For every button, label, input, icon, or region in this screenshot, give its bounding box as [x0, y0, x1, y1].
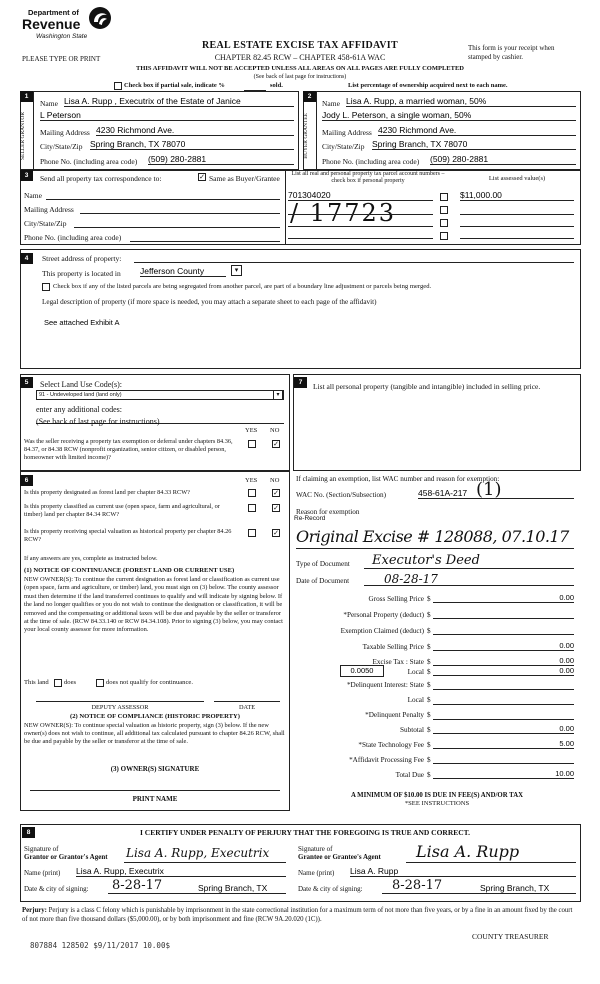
- seller-side-label-wrap: [20, 103, 33, 169]
- land-use-dropdown-button[interactable]: [273, 390, 283, 400]
- perjury-text: Perjury is a class C felony which is punishable by imprisonment in the state correctional institution for a maximum term of not more than five years, or by a fine in an amount fixed by the court of not more than five thousand dollars ($5,000.00), or by both imprisonment and fine (RCW 9A.20.020 (1C)).: [22, 907, 573, 923]
- agency-line1: Department of: [28, 8, 79, 17]
- corr-city-label: City/State/Zip: [24, 219, 67, 228]
- county-treasurer: COUNTY TREASURER: [472, 932, 549, 941]
- tech-fee-label: *State Technology Fee: [358, 741, 424, 749]
- doc-type-handwritten: Executor's Deed: [372, 553, 480, 568]
- personal-property-text: List all personal property (tangible and intangible) included in selling price.: [313, 382, 541, 391]
- exemption-claim-label: If claiming an exemption, list WAC number and reason for exemption:: [296, 475, 500, 483]
- form-chapters: CHAPTER 82.45 RCW – CHAPTER 458-61A WAC: [214, 53, 386, 62]
- buyer-name-line1[interactable]: Lisa A. Rupp, a married woman, 50%: [346, 96, 576, 107]
- personal-prop-checkbox-4[interactable]: [440, 232, 448, 240]
- land-use-yes-header: YES: [245, 427, 258, 434]
- notice1-text: NEW OWNER(S): To continue the current designation as forest land or classification as current use (open space, farm and agriculture, or timber) land, you must sign on (3) below. The county assessor must then determine if the land transferred continues to qualify and will indicate by signing below. If the land no longer qualifies or you do not wish to continue the designation or classification, it will be removed and the compensating or additional taxes will be due and payable by the seller or transferor at the time of sale. (RCW 84.33.140 or RCW 84.34.108). Prior to signing (3) below, you may contact your local county assessor for more information.: [24, 576, 283, 634]
- same-as-buyer-checkbox[interactable]: ✓: [199, 173, 205, 181]
- section-3-number: 3: [20, 170, 33, 181]
- buyer-mailing[interactable]: 4230 Richmond Ave.: [378, 125, 576, 136]
- corr-name-label: Name: [24, 191, 42, 200]
- deputy-assessor-line[interactable]: [36, 701, 204, 702]
- delinq-local-value[interactable]: [433, 704, 574, 705]
- grantor-signature: Lisa A. Rupp, Executrix: [126, 846, 270, 860]
- chevron-down-icon: ▾: [234, 266, 239, 274]
- agency-line2: Revenue: [22, 16, 81, 32]
- land-does-label: does: [64, 679, 77, 686]
- notice2-title: (2) NOTICE OF COMPLIANCE (HISTORIC PROPERTY): [70, 713, 240, 720]
- partial-sale-checkbox[interactable]: [114, 82, 122, 90]
- grantee-date-label: Date & city of signing:: [298, 885, 363, 893]
- grantee-sig-label1: Signature of: [298, 845, 333, 853]
- land-does-not-checkbox[interactable]: [96, 679, 104, 687]
- owner-signature-label: (3) OWNER(S) SIGNATURE: [110, 765, 200, 773]
- grantee-date-line[interactable]: [382, 893, 576, 894]
- personal-prop-checkbox-3[interactable]: [440, 219, 448, 227]
- exempt-label: Exemption Claimed (deduct): [340, 627, 424, 635]
- gross-dollar: $: [427, 595, 431, 603]
- reason-line[interactable]: [296, 548, 574, 549]
- seller-phone-label: Phone No. (including area code): [40, 157, 138, 166]
- personal-prop-checkbox-1[interactable]: [440, 193, 448, 201]
- forest-q1: Is this property designated as forest land per chapter 84.33 RCW?: [24, 489, 190, 496]
- exemption-question: Was the seller receiving a property tax exemption or deferral under chapters 84.36, 84.37, or 84.38 RCW (nonprofit organization, senior citizen, or disabled person, homeowner with limited income)?: [24, 438, 233, 461]
- exemption-yes-checkbox[interactable]: [248, 440, 256, 448]
- delinq-penalty-label: *Delinquent Penalty: [365, 711, 424, 719]
- seller-name-label: Name: [40, 99, 58, 108]
- buyer-name-label: Name: [322, 99, 340, 108]
- forest-q3: Is this property receiving special valuation as historical property per chapter 84.26 RCW?: [24, 528, 232, 543]
- forest-q3-yes[interactable]: [248, 529, 256, 537]
- taxable-dollar: $: [427, 643, 431, 651]
- forest-yes-header: YES: [245, 477, 258, 484]
- assessed-2[interactable]: [460, 214, 574, 215]
- assessed-1[interactable]: $11,000.00: [460, 190, 574, 201]
- grantee-city: Spring Branch, TX: [480, 883, 550, 893]
- land-use-label: Select Land Use Code(s):: [40, 380, 122, 389]
- additional-codes-label: enter any additional codes:: [36, 405, 122, 414]
- forest-if-yes: If any answers are yes, complete as instructed below.: [24, 555, 158, 562]
- delinq-local-label: Local: [407, 696, 424, 704]
- assessed-4[interactable]: [460, 238, 574, 239]
- located-label: This property is located in: [42, 269, 121, 278]
- warning-line: THIS AFFIDAVIT WILL NOT BE ACCEPTED UNLESS ALL AREAS ON ALL PAGES ARE FULLY COMPLETED: [136, 65, 464, 72]
- forest-q1-no[interactable]: ✓: [273, 489, 279, 497]
- corr-name[interactable]: [46, 199, 280, 200]
- grantor-date: 8-28-17: [112, 878, 163, 893]
- local-rate-box[interactable]: 0.0050: [340, 665, 384, 677]
- grantee-sig-label2: Grantee or Grantee's Agent: [298, 853, 381, 861]
- parcel-header: List all real and personal property tax parcel account numbers – check box if personal property: [291, 171, 445, 184]
- delinq-state-label: *Delinquent Interest: State: [346, 681, 424, 689]
- grantee-signature-line[interactable]: [406, 862, 576, 863]
- this-land-label: This land: [24, 679, 49, 686]
- parcel-4[interactable]: [288, 238, 433, 239]
- excise-state-value[interactable]: 0.00: [433, 656, 574, 666]
- tech-fee-value[interactable]: 5.00: [433, 739, 574, 749]
- forest-q3-no[interactable]: ✓: [273, 529, 279, 537]
- delinq-state-value[interactable]: [433, 689, 574, 690]
- delinq-penalty-value[interactable]: [433, 719, 574, 720]
- gross-value[interactable]: 0.00: [433, 593, 574, 603]
- grantee-date: 8-28-17: [392, 878, 443, 893]
- street-address[interactable]: [134, 262, 574, 263]
- parcel-handwritten: / 17723: [290, 199, 397, 227]
- seller-city-label: City/State/Zip: [40, 142, 83, 151]
- subtotal-dollar: $: [427, 726, 431, 734]
- grantee-name-label: Name (print): [298, 869, 335, 877]
- deputy-assessor-label: DEPUTY ASSESSOR: [91, 704, 149, 711]
- local-dollar: $: [427, 668, 431, 676]
- buyer-divider: [316, 91, 317, 170]
- grantor-date-label: Date & city of signing:: [24, 885, 89, 893]
- wac-value[interactable]: 458-61A-217: [418, 488, 574, 499]
- doc-date-handwritten: 08-28-17: [384, 572, 438, 586]
- correspondence-divider: [285, 170, 286, 245]
- notice1-title: (1) NOTICE OF CONTINUANCE (FOREST LAND OR CURRENT USE): [24, 567, 235, 574]
- seller-side-label: SELLER GRANTOR: [20, 111, 26, 161]
- parcel-1[interactable]: 701304020: [288, 190, 433, 201]
- owner-signature-line[interactable]: [30, 790, 280, 791]
- see-instructions: *SEE INSTRUCTIONS: [404, 800, 470, 807]
- deputy-date-label: DATE: [238, 704, 256, 711]
- please-type: PLEASE TYPE OR PRINT: [22, 55, 101, 63]
- forest-q2-no[interactable]: ✓: [273, 504, 279, 512]
- local-label: Local: [407, 668, 424, 676]
- local-value[interactable]: 0.00: [433, 666, 574, 676]
- form-title: REAL ESTATE EXCISE TAX AFFIDAVIT: [202, 40, 398, 51]
- perjury-notice: [22, 906, 578, 924]
- affidavit-fee-label: *Affidavit Processing Fee: [349, 756, 424, 764]
- corr-mailing-label: Mailing Address: [24, 205, 74, 214]
- section-6-number: 6: [20, 475, 33, 486]
- correspondence-label: Send all property tax correspondence to:: [40, 174, 162, 183]
- chevron-down-icon: ▾: [276, 392, 280, 398]
- buyer-side-label-wrap: [303, 103, 316, 169]
- parcel-3[interactable]: [288, 226, 433, 227]
- doc-type-label: Type of Document: [296, 560, 350, 568]
- land-use-no-header: NO: [270, 427, 280, 434]
- same-as-buyer-label: Same as Buyer/Grantee: [209, 174, 280, 183]
- county-dropdown-button[interactable]: [231, 265, 242, 276]
- corr-mailing[interactable]: [80, 213, 280, 214]
- grantor-date-line[interactable]: [108, 893, 286, 894]
- legal-label: Legal description of property (if more space is needed, you may attach a separate sheet to each page of the affidavit): [42, 298, 377, 306]
- minimum-note: A MINIMUM OF $10.00 IS DUE IN FEE(S) AND/OR TAX: [350, 792, 524, 799]
- certify-text: I CERTIFY UNDER PENALTY OF PERJURY THAT THE FOREGOING IS TRUE AND CORRECT.: [139, 828, 470, 837]
- land-does-not-label: does not qualify for continuance.: [106, 679, 193, 686]
- seller-divider: [33, 91, 34, 170]
- affidavit-fee-dollar: $: [427, 756, 431, 764]
- buyer-city-label: City/State/Zip: [322, 142, 365, 151]
- buyer-city[interactable]: Spring Branch, TX 78070: [372, 139, 576, 150]
- seller-mailing-label: Mailing Address: [40, 128, 90, 137]
- excise-state-label: Excise Tax : State: [372, 658, 424, 666]
- total-value[interactable]: 10.00: [433, 769, 574, 779]
- gross-label: Gross Selling Price: [368, 595, 424, 603]
- corr-city[interactable]: [74, 227, 280, 228]
- grantor-signature-line[interactable]: [124, 862, 286, 863]
- section-5-number: 5: [20, 377, 33, 388]
- dor-swirl-icon: [88, 6, 112, 30]
- buyer-name-line2[interactable]: Jody L. Peterson, a single woman, 50%: [322, 110, 576, 121]
- personal-prop-checkbox-2[interactable]: [440, 206, 448, 214]
- forest-q2-yes[interactable]: [248, 504, 256, 512]
- land-use-select[interactable]: [36, 390, 284, 400]
- partial-sale-label: Check box if partial sale, indicate %: [124, 82, 225, 89]
- buyer-phone-label: Phone No. (including area code): [322, 157, 420, 166]
- agency-line3: Washington State: [36, 33, 88, 40]
- ownership-note: List percentage of ownership acquired next to each name.: [348, 82, 508, 89]
- cashier-stamp: 807884 128502 $9/11/2017 10.00$: [30, 941, 170, 950]
- assessed-3[interactable]: [460, 226, 574, 227]
- exempt-dollar: $: [427, 627, 431, 635]
- grantor-name[interactable]: Lisa A. Rupp, Executrix: [76, 866, 286, 877]
- rerecord-label: Re-Record: [294, 515, 326, 522]
- section-property: [20, 249, 581, 369]
- buyer-side-label: BUYER GRANTEE: [303, 113, 309, 159]
- personal-dollar: $: [427, 611, 431, 619]
- forest-q2: Is this property classified as current use (open space, farm and agricultural, or timber) land per chapter 84.34 RCW?: [24, 503, 220, 518]
- affidavit-fee-value[interactable]: [433, 754, 574, 764]
- buyer-mailing-label: Mailing Address: [322, 128, 372, 137]
- delinq-state-dollar: $: [427, 681, 431, 689]
- total-label: Total Due: [395, 771, 424, 779]
- section-1-number: 1: [20, 91, 33, 102]
- section-8-number: 8: [22, 827, 35, 838]
- see-back-note: (See back of last page for instructions): [253, 74, 347, 80]
- doc-date-label: Date of Document: [296, 577, 350, 585]
- assessed-header: List assessed value(s): [488, 175, 546, 182]
- land-use-see-back: (See back of last page for instructions): [36, 417, 160, 426]
- personal-value[interactable]: [433, 609, 574, 619]
- legal-value[interactable]: See attached Exhibit A: [44, 318, 120, 327]
- section-forest: [20, 471, 290, 811]
- seller-mailing[interactable]: 4230 Richmond Ave.: [96, 125, 294, 136]
- wac-handwritten: (1): [476, 479, 502, 500]
- grantor-sig-label1: Signature of: [24, 845, 59, 853]
- sold-label: sold.: [270, 82, 283, 89]
- grantor-city: Spring Branch, TX: [198, 883, 268, 893]
- doc-type-line[interactable]: [364, 568, 574, 569]
- county-select[interactable]: Jefferson County: [140, 266, 226, 277]
- seller-phone[interactable]: (509) 280-2881: [148, 154, 294, 165]
- grantor-name-label: Name (print): [24, 869, 61, 877]
- corr-phone[interactable]: [130, 241, 280, 242]
- receipt-note: This form is your receipt when stamped by cashier.: [468, 44, 555, 61]
- subtotal-value[interactable]: 0.00: [433, 724, 574, 734]
- delinq-penalty-dollar: $: [427, 711, 431, 719]
- seller-name-line1[interactable]: Lisa A. Rupp , Executrix of the Estate of Janice: [64, 96, 294, 107]
- exemption-no-checkbox[interactable]: ✓: [273, 440, 279, 448]
- deputy-date-line[interactable]: [214, 701, 280, 702]
- reason-label: Reason for exemption: [296, 508, 360, 516]
- forest-q1-yes[interactable]: [248, 489, 256, 497]
- segregated-checkbox[interactable]: [42, 283, 50, 291]
- grantor-sig-label2: Grantor or Grantor's Agent: [24, 853, 108, 861]
- grantee-name[interactable]: Lisa A. Rupp: [350, 866, 576, 877]
- parcel-2[interactable]: [288, 214, 433, 215]
- wac-label: WAC No. (Section/Subsection): [296, 491, 387, 499]
- seller-city[interactable]: Spring Branch, TX 78070: [90, 139, 294, 150]
- grantee-signature: Lisa A. Rupp: [416, 842, 520, 861]
- total-dollar: $: [427, 771, 431, 779]
- taxable-label: Taxable Selling Price: [362, 643, 424, 651]
- perjury-label: Perjury:: [22, 907, 47, 914]
- subtotal-label: Subtotal: [400, 726, 424, 734]
- segregated-label: Check box if any of the listed parcels are being segregated from another parcel, are part of a boundary line adjustment or parcels being merged.: [53, 283, 432, 290]
- section-7-number: 7: [294, 377, 307, 388]
- land-does-checkbox[interactable]: [54, 679, 62, 687]
- reason-handwritten: Original Excise # 128088, 07.10.17: [296, 527, 569, 546]
- delinq-local-dollar: $: [427, 696, 431, 704]
- section-2-number: 2: [303, 91, 316, 102]
- exempt-value[interactable]: [433, 625, 574, 635]
- street-label: Street address of property:: [42, 254, 122, 263]
- excise-state-dollar: $: [427, 658, 431, 666]
- print-name-label: PRINT NAME: [132, 795, 178, 803]
- section-4-number: 4: [20, 253, 33, 264]
- taxable-value[interactable]: 0.00: [433, 641, 574, 651]
- corr-phone-label: Phone No. (including area code): [24, 233, 122, 242]
- land-use-selected: 91 - Undeveloped land (land only): [39, 392, 122, 398]
- buyer-phone[interactable]: (509) 280-2881: [430, 154, 576, 165]
- notice2-text: NEW OWNER(S): To continue special valuation as historic property, sign (3) below. If the new owner(s) does not wish to continue, all additional tax calculated pursuant to chapter 84.26 RCW, shall be due and payable by the seller or transferor at the time of sale.: [24, 722, 285, 746]
- tech-fee-dollar: $: [427, 741, 431, 749]
- personal-label: *Personal Property (deduct): [343, 611, 424, 619]
- seller-name-line2[interactable]: L Peterson: [40, 110, 294, 121]
- forest-no-header: NO: [270, 477, 280, 484]
